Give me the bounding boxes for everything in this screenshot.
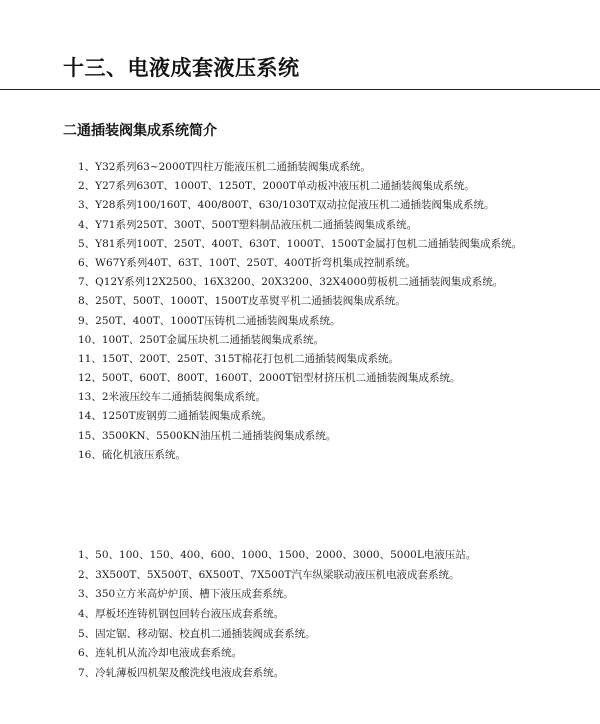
list-item: 1、Y32系列63~2000T四柱万能液压机二通插装阀集成系统。	[78, 161, 371, 173]
list-item: 4、Y71系列250T、300T、500T塑料制品液压机二通插装阀集成系统。	[78, 218, 418, 231]
list-item: 14、1250T废钢剪二通插装阀集成系统。	[78, 410, 273, 423]
list-item: 3、350立方米高炉炉顶、槽下液压成套系统。	[78, 588, 294, 601]
list-item: 2、Y27系列630T、1000T、1250T、2000T单动板冲液压机二通插装阀集成系统。	[78, 180, 475, 193]
list-item: 12、500T、600T、800T、1600T、2000T铝型材挤压机二通插装阀集成系统。	[78, 372, 461, 385]
electro-hydraulic-system-list	[78, 546, 476, 684]
list-item: 10、100T、250T金属压块机二通插装阀集成系统。	[78, 333, 324, 346]
list-item: 16、硫化机液压系统。	[78, 448, 186, 461]
page-title: 十三、电液成套液压系统	[63, 56, 300, 80]
list-item: 7、Q12Y系列12X2500、16X3200、20X3200、32X4000剪板机二通插装阀集成系统。	[78, 276, 504, 289]
list-item: 9、250T、400T、1000T压铸机二通插装阀集成系统。	[78, 314, 341, 327]
list-item: 13、2米液压绞车二通插装阀集成系统。	[78, 391, 267, 404]
list-item: 7、冷轧薄板四机架及酸洗线电液成套系统。	[78, 667, 285, 680]
list-item: 6、W67Y系列40T、63T、100T、250T、400T折弯机集成控制系统。	[78, 256, 417, 269]
section-heading: 二通插装阀集成系统简介	[63, 123, 217, 139]
insert-valve-system-list	[78, 158, 522, 465]
list-item: 11、150T、200T、250T、315T棉花打包机二通插装阀集成系统。	[78, 352, 400, 365]
list-item: 5、Y81系列100T、250T、400T、630T、1000T、1500T金属打包机二通插装阀集成系统。	[78, 237, 523, 250]
list-item: 1、50、100、150、400、600、1000、1500、2000、3000、5000L电液压站。	[78, 549, 477, 561]
list-item: 6、连轧机从流冷却电液成套系统。	[78, 647, 243, 660]
list-item: 4、厚板坯连铸机钢包回转台液压成套系统。	[78, 608, 285, 621]
title-divider	[0, 89, 600, 90]
list-item: 15、3500KN、5500KN油压机二通插装阀集成系统。	[78, 429, 337, 442]
list-item: 3、Y28系列100/160T、400/800T、630/1030T双动拉促液压机二通插装阀集成系统。	[78, 199, 495, 212]
list-item: 8、250T、500T、1000T、1500T皮革熨平机二通插装阀集成系统。	[78, 295, 406, 308]
list-item: 2、3X500T、5X500T、6X500T、7X500T汽车纵梁联动液压机电液成套系统。	[78, 568, 460, 581]
list-item: 5、固定锯、移动锯、校直机二通插装阀成套系统。	[78, 627, 316, 640]
